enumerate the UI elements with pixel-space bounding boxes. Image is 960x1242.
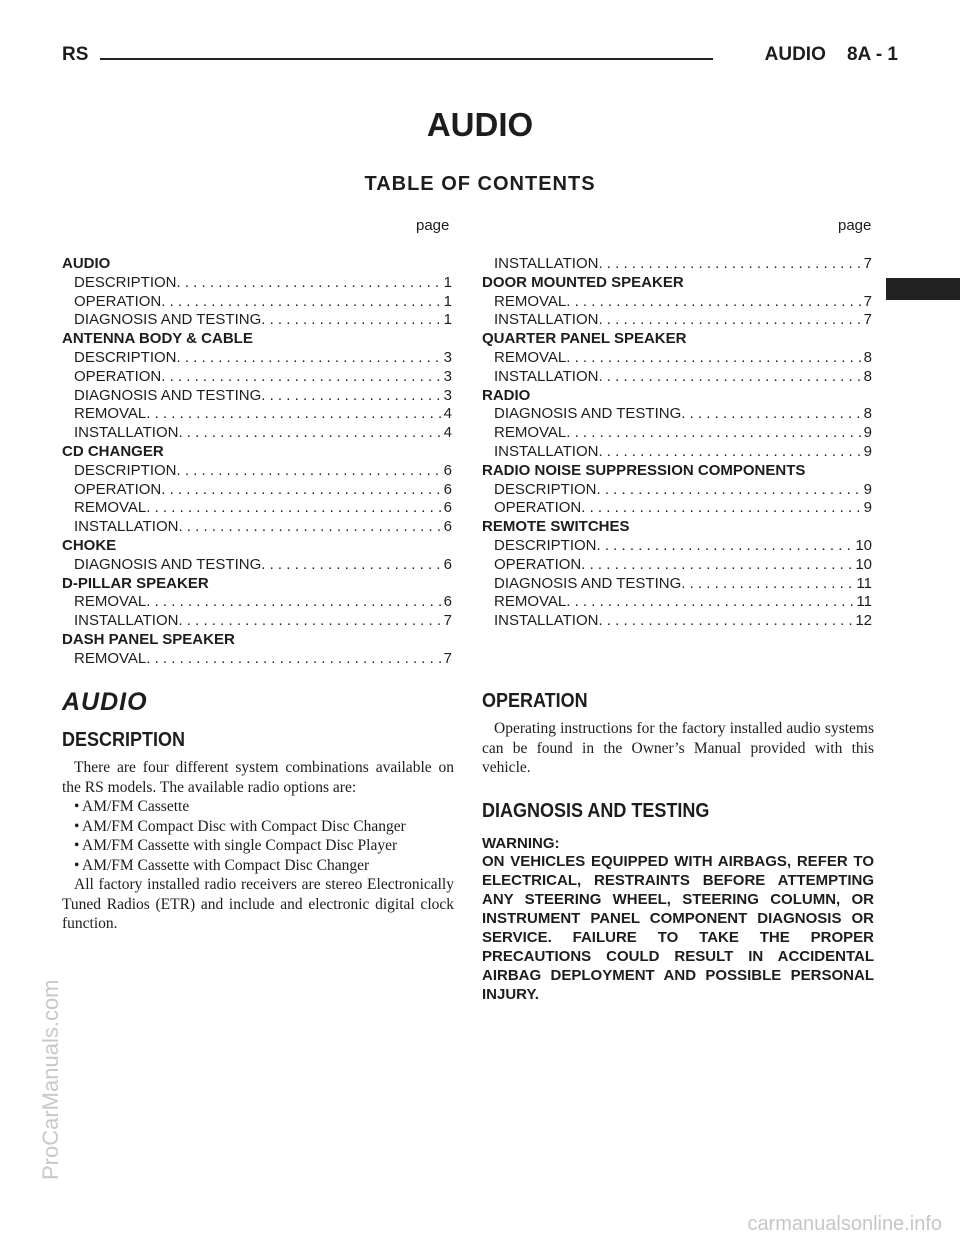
toc-entry-page: 7 — [443, 649, 452, 667]
toc-entry — [62, 274, 452, 293]
toc-leader-dots — [597, 537, 853, 556]
toc-entry-label: DIAGNOSIS AND TESTING — [74, 386, 262, 404]
toc-entry — [482, 537, 872, 556]
toc-entry-label: INSTALLATION — [74, 424, 179, 442]
toc-entry-page: 4 — [443, 405, 452, 423]
toc-page-label-right: page — [838, 217, 872, 234]
toc-entry-label: OPERATION — [494, 555, 582, 573]
toc-leader-dots — [146, 593, 440, 612]
toc-entry — [482, 405, 872, 424]
toc-entry-page: 9 — [863, 442, 872, 460]
toc-entry-page: 8 — [863, 405, 872, 423]
toc-section-heading: RADIO NOISE SUPPRESSION COMPONENTS — [482, 461, 806, 479]
toc-leader-dots — [146, 405, 440, 424]
toc-leader-dots — [566, 593, 853, 612]
toc-entry — [482, 255, 872, 274]
toc-entry — [482, 311, 872, 330]
toc-entry-page: 10 — [855, 536, 872, 554]
toc-entry — [62, 518, 452, 537]
toc-entry — [482, 349, 872, 368]
toc-entry-page: 1 — [443, 273, 452, 291]
radio-option-item — [62, 797, 454, 817]
toc-leader-dots — [161, 293, 440, 312]
radio-options-list — [62, 797, 454, 875]
toc-entry — [482, 481, 872, 500]
radio-option-text: AM/FM Cassette with Compact Disc Changer — [82, 856, 370, 874]
body-left-column — [62, 688, 454, 934]
toc-entry-label: OPERATION — [494, 499, 582, 517]
toc-leader-dots — [178, 518, 440, 537]
bullet-icon: • — [74, 856, 80, 874]
toc-entry-label: INSTALLATION — [494, 612, 599, 630]
toc-entry-label: DESCRIPTION — [494, 480, 597, 498]
toc-entry — [62, 368, 452, 387]
header-rule — [100, 58, 713, 60]
page-title: AUDIO — [426, 106, 534, 143]
bullet-icon: • — [74, 837, 80, 854]
toc-entry — [62, 405, 452, 424]
toc-section-heading: D-PILLAR SPEAKER — [62, 574, 209, 592]
toc-section-heading: REMOTE SWITCHES — [482, 518, 630, 536]
toc-leader-dots — [178, 612, 440, 631]
radio-option-item — [62, 817, 454, 837]
toc-entry-label: DIAGNOSIS AND TESTING — [74, 311, 262, 329]
radio-option-text: AM/FM Cassette — [82, 798, 190, 815]
toc-leader-dots — [146, 499, 440, 518]
toc-entry-page: 1 — [443, 292, 452, 310]
toc-leader-dots — [177, 349, 441, 368]
toc-entry-page: 7 — [863, 311, 872, 329]
toc-leader-dots — [581, 499, 860, 518]
toc-entry-label: OPERATION — [74, 480, 162, 498]
toc-section-heading: CHOKE — [62, 536, 117, 554]
warning-label: WARNING: — [482, 834, 560, 852]
toc-entry-label: DESCRIPTION — [74, 461, 177, 479]
toc-entry-label: INSTALLATION — [494, 367, 599, 385]
toc-entry — [62, 481, 452, 500]
subsection-operation: OPERATION — [482, 690, 588, 712]
header-model: RS — [62, 44, 89, 65]
toc-entry — [482, 443, 872, 462]
toc-entry-page: 8 — [863, 348, 872, 366]
toc-entry — [62, 462, 452, 481]
toc-entry-page: 11 — [856, 574, 872, 592]
toc-entry-page: 6 — [443, 593, 452, 611]
toc-entry-label: INSTALLATION — [494, 442, 599, 460]
toc-entry-page: 9 — [863, 480, 872, 498]
toc-leader-dots — [681, 405, 860, 424]
toc-entry-page: 6 — [443, 499, 452, 517]
toc-entry — [62, 293, 452, 312]
section-tab-marker — [886, 278, 960, 300]
toc-entry — [482, 593, 872, 612]
toc-entry — [482, 612, 872, 631]
subsection-diagnosis: DIAGNOSIS AND TESTING — [482, 799, 710, 822]
toc-entry-page: 6 — [443, 461, 452, 479]
toc-entry-label: OPERATION — [74, 292, 162, 310]
toc-entry-page: 11 — [856, 593, 872, 611]
toc-entry-page: 3 — [443, 348, 452, 366]
toc-entry-label: DIAGNOSIS AND TESTING — [74, 555, 262, 573]
toc-entry-page: 3 — [443, 367, 452, 385]
toc-entry-label: OPERATION — [74, 367, 162, 385]
toc-entry-page: 6 — [443, 555, 452, 573]
toc-entry-page: 6 — [443, 518, 452, 536]
toc-entry-page: 9 — [863, 424, 872, 442]
toc-entry-page: 10 — [855, 555, 872, 573]
watermark-procarmanuals: ProCarManuals.com — [38, 979, 63, 1180]
toc-leader-dots — [178, 424, 440, 443]
bullet-icon: • — [74, 817, 80, 835]
toc-section-heading: DASH PANEL SPEAKER — [62, 630, 235, 648]
toc-leader-dots — [566, 424, 860, 443]
toc-right-column — [482, 255, 872, 631]
operation-text: Operating instructions for the factory installed audio systems can be found in the Owner’s Manual provided with this vehicle. — [482, 720, 874, 776]
toc-entry-page: 7 — [863, 292, 872, 310]
toc-section-heading: CD CHANGER — [62, 442, 164, 460]
toc-entry — [62, 650, 452, 669]
toc-section-heading: QUARTER PANEL SPEAKER — [482, 330, 687, 348]
toc-leader-dots — [581, 556, 852, 575]
toc-leader-dots — [261, 387, 440, 406]
warning-text: ON VEHICLES EQUIPPED WITH AIRBAGS, REFER TO ELECTRICAL, RESTRAINTS BEFORE ATTEMPTING ANY STEERING WHEEL, STEERING COLUMN, OR INSTRUMENT PANEL COMPONENT DIAGNOSIS OR SERVICE. FAILURE TO TAKE THE PROPER PRECAUTIONS COULD RESULT IN ACCIDENTAL AIRBAG DEPLOYMENT AND POSSIBLE PERSONAL INJURY. — [482, 852, 874, 1003]
toc-entry — [62, 424, 452, 443]
toc-entry-label: INSTALLATION — [494, 255, 599, 272]
toc-leader-dots — [598, 612, 852, 631]
toc-entry-label: INSTALLATION — [74, 518, 179, 536]
toc-leader-dots — [177, 462, 441, 481]
toc-entry-label: DIAGNOSIS AND TESTING — [494, 405, 682, 423]
toc-section-heading: DOOR MOUNTED SPEAKER — [482, 273, 684, 291]
toc-entry — [482, 575, 872, 594]
toc-entry-page: 7 — [863, 255, 872, 272]
radio-option-item — [62, 836, 454, 856]
toc-entry — [482, 556, 872, 575]
toc-entry-page: 8 — [863, 367, 872, 385]
toc-section-heading: AUDIO — [62, 255, 111, 272]
toc-leader-dots — [598, 311, 860, 330]
toc-leader-dots — [598, 443, 860, 462]
toc-entry-page: 4 — [443, 424, 452, 442]
toc-entry-label: REMOVAL — [74, 649, 147, 667]
toc-leader-dots — [597, 481, 861, 500]
subsection-description: DESCRIPTION — [62, 729, 186, 751]
toc-entry-label: REMOVAL — [74, 593, 147, 611]
toc-section-heading: ANTENNA BODY & CABLE — [62, 330, 253, 348]
toc-left-column — [62, 255, 452, 669]
toc-entry-page: 7 — [443, 612, 452, 630]
toc-entry — [62, 593, 452, 612]
toc-leader-dots — [161, 368, 440, 387]
toc-entry-label: DESCRIPTION — [494, 536, 597, 554]
toc-entry-label: INSTALLATION — [494, 311, 599, 329]
body-right-column — [482, 690, 874, 1004]
radio-option-item — [62, 856, 454, 876]
section-title-audio: AUDIO — [62, 688, 148, 716]
toc-entry — [62, 349, 452, 368]
toc-entry-label: DIAGNOSIS AND TESTING — [494, 574, 682, 592]
toc-leader-dots — [177, 274, 441, 293]
toc-entry-label: DESCRIPTION — [74, 348, 177, 366]
description-intro: There are four different system combinations available on the RS models. The available radio options are: — [62, 759, 454, 796]
toc-entry-page: 12 — [855, 612, 872, 630]
toc-page-label-left: page — [416, 217, 450, 234]
toc-entry — [62, 612, 452, 631]
toc-heading: TABLE OF CONTENTS — [364, 173, 596, 195]
toc-entry — [482, 424, 872, 443]
toc-entry-label: REMOVAL — [494, 348, 567, 366]
toc-leader-dots — [161, 481, 440, 500]
radio-option-text: AM/FM Compact Disc with Compact Disc Changer — [82, 817, 406, 835]
toc-leader-dots — [566, 349, 860, 368]
header-section-page: AUDIO 8A - 1 — [764, 44, 898, 65]
toc-leader-dots — [261, 311, 440, 330]
toc-entry-page: 1 — [443, 311, 452, 329]
toc-leader-dots — [261, 556, 440, 575]
toc-entry — [482, 293, 872, 312]
toc-leader-dots — [598, 255, 860, 274]
toc-entry — [62, 499, 452, 518]
watermark-carmanualsonline: carmanualsonline.info — [747, 1213, 942, 1235]
toc-entry-page: 9 — [863, 499, 872, 517]
toc-leader-dots — [146, 650, 440, 669]
toc-entry-label: REMOVAL — [494, 292, 567, 310]
toc-entry-label: REMOVAL — [494, 424, 567, 442]
toc-entry-label: REMOVAL — [494, 593, 567, 611]
toc-entry-page: 6 — [443, 480, 452, 498]
toc-section-heading: RADIO — [482, 386, 531, 404]
page-header — [62, 44, 898, 72]
toc-leader-dots — [566, 293, 860, 312]
toc-entry-label: INSTALLATION — [74, 612, 179, 630]
toc-entry — [62, 556, 452, 575]
toc-entry-label: DESCRIPTION — [74, 273, 177, 291]
toc-leader-dots — [681, 575, 853, 594]
radio-option-text: AM/FM Cassette with single Compact Disc Player — [82, 837, 398, 854]
toc-entry — [62, 387, 452, 406]
toc-leader-dots — [598, 368, 860, 387]
toc-entry-label: REMOVAL — [74, 499, 147, 517]
toc-entry — [482, 499, 872, 518]
toc-entry-label: REMOVAL — [74, 405, 147, 423]
toc-entry — [482, 368, 872, 387]
toc-entry — [62, 311, 452, 330]
bullet-icon: • — [74, 798, 80, 815]
description-closing: All factory installed radio receivers are stereo Electronically Tuned Radios (ETR) and include and electronic digital clock function. — [62, 876, 454, 932]
toc-entry-page: 3 — [443, 386, 452, 404]
